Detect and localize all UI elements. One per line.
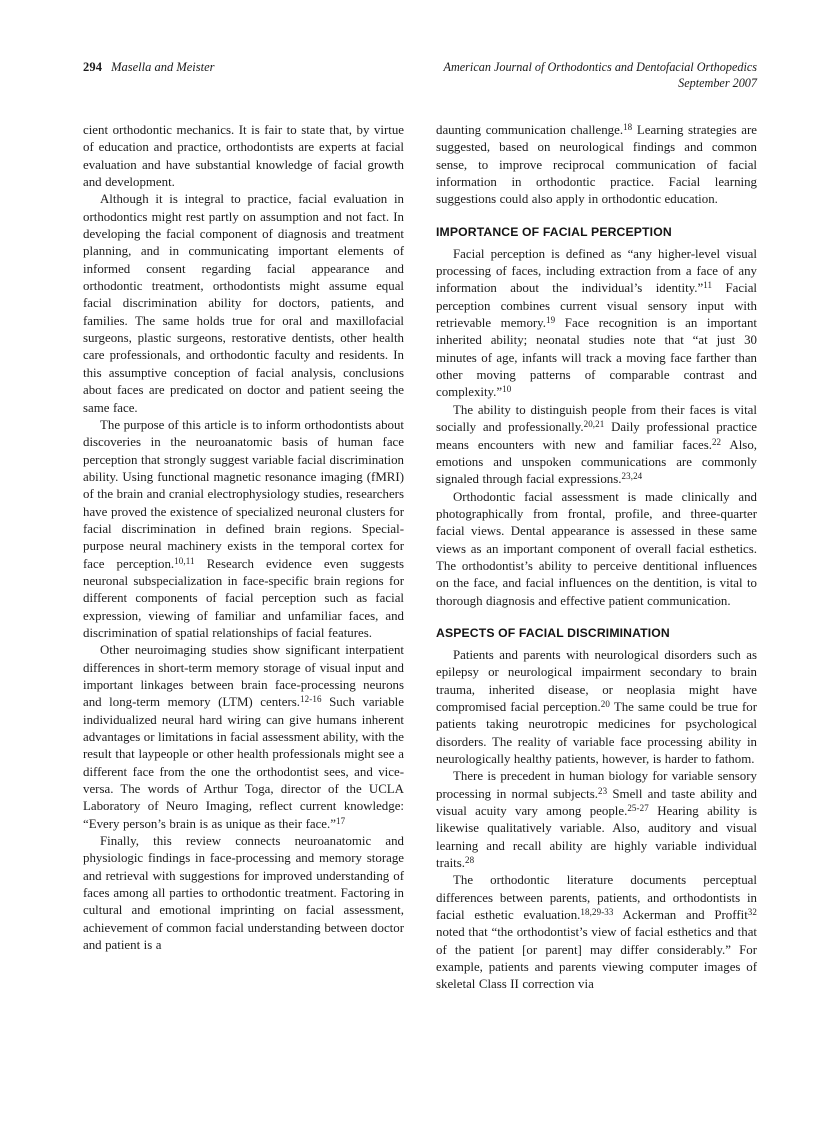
section-heading: IMPORTANCE OF FACIAL PERCEPTION	[436, 224, 672, 239]
body-paragraph: cient orthodontic mechanics. It is fair to state that, by virtue of education and practice, orthodontists are experts at facial evaluation and have substantial knowledge of facial growth and development.	[83, 123, 404, 190]
body-paragraph: Patients and parents with neurological disorders such as epilepsy or neurological impairment secondary to brain trauma, inherited disease, or neoplasia might have compromised facial perception.$^{20}$ The same could be true for patients taking neurotropic medicines for psychological disorders. The reality of variable face processing ability in neurologically healthy patients, however, is harder to fathom.	[436, 647, 758, 766]
body-paragraph: daunting communication challenge.$^{18}$ Learning strategies are suggested, based on neurological findings and common sense, to improve reciprocal communication of facial information in orthodontic practice. Facial learning suggestions could also apply in orthodontic education.	[436, 122, 757, 207]
body-paragraph: There is precedent in human biology for variable sensory processing in normal subjects.$^{23}$ Smell and taste ability and visual acuity vary among people.$^{25-27}$ Hearing ability is likewise qualitatively variable. Also, auditory and visual learning and recall ability are highly variable individual traits.$^{28}$	[436, 769, 757, 871]
column-left	[83, 122, 404, 1047]
body-paragraph: Finally, this review connects neuroanatomic and physiologic findings in face-processing and memory storage and retrieval with suggestions for improved understanding of faces among all parties to orthodontic treatment. Factoring in cultural and emotional imprinting on facial assessment, achievement of common facial understanding between doctor and patient is a	[83, 834, 404, 953]
running-head	[83, 60, 757, 100]
body-paragraph: The purpose of this article is to inform orthodontists about discoveries in the neuroanatomic basis of human face perception that strongly suggest variable facial discrimination ability. Using functional magnetic resonance imaging (fMRI) of the brain and cranial electrophysiology studies, researchers have proved the existence of specialized neuronal clusters for facial discrimination in defined brain regions. Special-purpose neural machinery exists in the temporal cortex for face perception.$^{10,11}$ Research evidence even suggests neuronal subspecialization in face-specific brain regions for different components of facial perception such as facial expression, viewing of familiar and unfamiliar faces, and discrimination of spatial relationships of facial features.	[83, 417, 404, 640]
section-heading: ASPECTS OF FACIAL DISCRIMINATION	[436, 625, 670, 640]
page-number: 294	[83, 60, 103, 74]
body-paragraph: Orthodontic facial assessment is made clinically and photographically from frontal, profile, and three-quarter facial views. Dental appearance is assessed in these same views as an important component of overall facial esthetics. The orthodontist’s ability to perceive dentitional influences on the face, and facial influences on the dentition, is vital to thorough diagnosis and effective patient communication.	[436, 489, 757, 608]
journal-title: American Journal of Orthodontics and Dentofacial Orthopedics	[443, 60, 757, 74]
body-paragraph: Although it is integral to practice, facial evaluation in orthodontics might rest partly on assumption and not fact. In developing the facial component of diagnosis and treatment planning, and in communicating important elements of informed consent regarding facial appearance and orthodontic treatment, orthodontists might assume equal facial discrimination ability for doctors, patients, and families. The same holds true for oral and maxillofacial surgeons, plastic surgeons, restorative dentists, other health care professionals, and orthodontic faculty and residents. In this assumptive conception of facial analysis, conclusions about faces are predicated on doctor and patient seeing the same face.	[83, 192, 404, 415]
issue-date: September 2007	[678, 75, 757, 90]
running-head-left	[83, 60, 215, 75]
body-columns	[83, 122, 757, 1047]
body-paragraph: Facial perception is defined as “any higher-level visual processing of faces, including extraction from a face of any information about the individual’s identity.”$^{11}$ Facial perception combines current visual sensory input with retrievable memory.$^{19}$ Face recognition is an important inherited ability; neonatal studies note that “at just 30 minutes of age, infants will track a moving face farther than other moving patterns of comparable contrast and complexity.”$^{10}$	[436, 246, 758, 400]
body-paragraph: The orthodontic literature documents perceptual differences between parents, patients, and orthodontists in facial esthetic evaluation.$^{18,29-33}$ Ackerman and Proffit$^{32}$ noted that “the orthodontist’s view of facial esthetics and that of the patient [or parent] may differ considerably.” For example, patients and parents viewing computer images of skeletal Class II correction via	[436, 873, 757, 992]
running-head-right	[444, 60, 757, 91]
column-right	[436, 122, 757, 1047]
running-head-authors: Masella and Meister	[111, 60, 215, 74]
body-paragraph: The ability to distinguish people from their faces is vital socially and professionally.$^{20,21}$ Daily professional practice means encounters with new and familiar faces.$^{22}$ Also, emotions and unspoken communications are commonly signaled through facial expressions.$^{23,24}$	[436, 402, 758, 487]
body-paragraph: Other neuroimaging studies show significant interpatient differences in short-term memory storage of visual input and important linkages between brain face-processing neurons and long-term memory (LTM) centers.$^{12-16}$ Such variable individualized neural hard wiring can give humans inherent advantages or limitations in facial assessment ability, with the result that laypeople or other health professionals might see a different face from the one the orthodontist sees, and vice-versa. The words of Arthur Toga, director of the UCLA Laboratory of Neuro Imaging, reflect current knowledge: “Every person’s brain is as unique as their face.”$^{17}$	[83, 643, 404, 831]
